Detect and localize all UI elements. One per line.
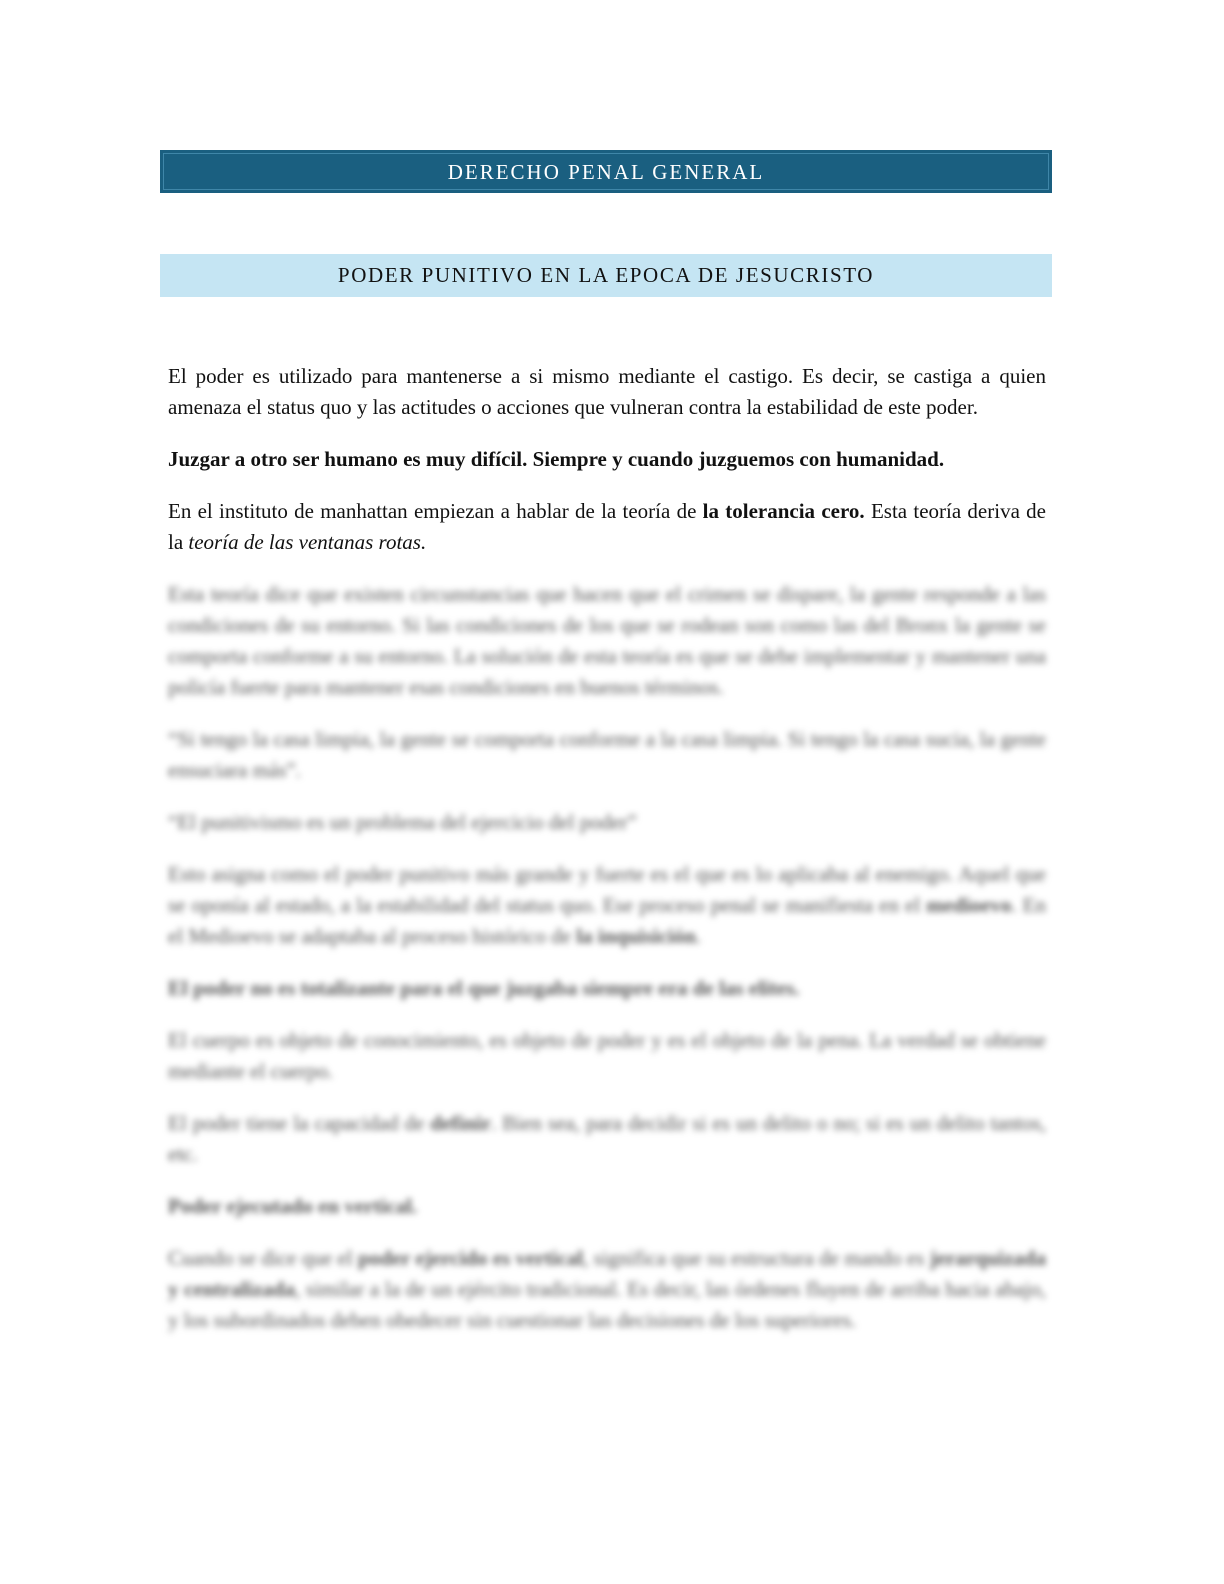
bold-text: Poder ejecutado en vertical. <box>168 1194 418 1218</box>
header-title: DERECHO PENAL GENERAL <box>447 160 765 184</box>
topic-header <box>160 254 1052 297</box>
text: . <box>695 924 702 948</box>
text: . En el Medioevo se adaptaba al proceso histórico de <box>168 893 1046 948</box>
paragraph: El cuerpo es objeto de conocimiento, es objeto de poder y es el objeto de la pena. La verdad se obtiene mediante el cuerpo. <box>168 1028 1046 1083</box>
text: Esto asigna como el poder punitivo más grande y fuerte es el que es lo aplicaba al enemigo. Aquel que se oponía al estado, a la estabilidad del status quo. Ese proceso penal se manifiesta en el <box>168 862 1046 917</box>
paragraph <box>168 859 1046 952</box>
paragraph <box>168 1243 1046 1336</box>
paragraph <box>168 973 1046 1004</box>
text: El poder tiene la capacidad de <box>168 1111 431 1135</box>
bold-text: jerarquizada y centralizada <box>168 1246 1046 1301</box>
italic-text: teoría de las ventanas rotas. <box>188 530 427 554</box>
bold-text: poder ejercido es vertical <box>357 1246 584 1270</box>
paragraph <box>168 444 1046 475</box>
bold-text: Juzgar a otro ser humano es muy difícil. Siempre y cuando juzguemos con humanidad. <box>168 447 945 471</box>
text: Cuando se dice que el <box>168 1246 358 1270</box>
section-header <box>160 150 1052 193</box>
text: , significa que su estructura de mando es <box>583 1246 930 1270</box>
bold-text: definir <box>430 1111 491 1135</box>
blurred-content <box>168 579 1046 1336</box>
bold-text: la tolerancia cero. <box>702 499 865 523</box>
bold-text: la inquisición <box>576 924 696 948</box>
paragraph: El poder es utilizado para mantenerse a si mismo mediante el castigo. Es decir, se castiga a quien amenaza el status quo y las actitudes o acciones que vulneran contra la estabilidad de este poder. <box>168 364 1046 419</box>
paragraph: “Si tengo la casa limpia, la gente se comporta conforme a la casa limpia. Si tengo la casa sucia, la gente ensuciara más”. <box>168 727 1046 782</box>
paragraph: “El punitivismo es un problema del ejercicio del poder” <box>168 810 637 834</box>
bold-text: El poder no es totalizante para el que juzgaba siempre era de las elites. <box>168 976 800 1000</box>
document-body <box>168 361 1046 1357</box>
text: . Bien sea, para decidir si es un delito o no; si es un delito tantos, etc. <box>168 1111 1047 1166</box>
text: En el instituto de manhattan empiezan a hablar de la teoría de <box>168 499 703 523</box>
paragraph <box>168 496 1046 558</box>
paragraph <box>168 1191 1046 1222</box>
bold-text: medioevo <box>926 893 1012 917</box>
paragraph: Esta teoría dice que existen circunstancias que hacen que el crimen se dispare, la gente responde a las condiciones de su entorno. Si las condiciones de los que se rodean son como las del Bronx la gente se comporta conforme a su entorno. La solución de esta teoría es que se debe implementar y mantener una policía fuerte para mantener esas condiciones en buenos términos. <box>168 582 1046 699</box>
header-subtitle: PODER PUNITIVO EN LA EPOCA DE JESUCRISTO <box>337 263 875 287</box>
text: , similar a la de un ejército tradicional. Es decir, las órdenes fluyen de arriba hacia abajo, y los subordinados deben obedecer sin cuestionar las decisiones de los superiores. <box>168 1277 1047 1332</box>
text: Esta teoría deriva de la <box>168 499 1046 554</box>
paragraph <box>168 1108 1046 1170</box>
